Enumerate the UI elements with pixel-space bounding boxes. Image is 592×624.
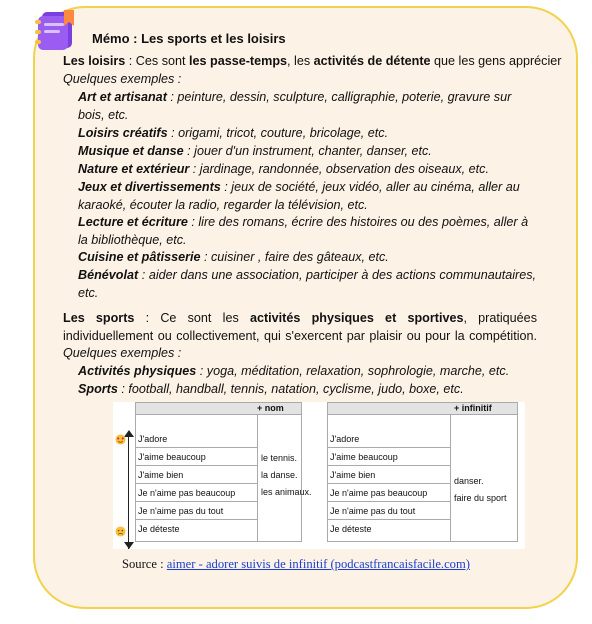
notebook-icon xyxy=(34,8,78,54)
sports-label: Les sports xyxy=(63,311,135,325)
verbs-table xyxy=(113,402,525,549)
item-term: Activités physiques xyxy=(78,364,197,378)
loisirs-item xyxy=(78,89,536,124)
nom-cell: les animaux. xyxy=(261,487,312,497)
arrow-up-icon xyxy=(124,430,134,437)
header-infinitif: + infinitif xyxy=(454,403,492,413)
item-term: Sports xyxy=(78,382,118,396)
item-term: Loisirs créatifs xyxy=(78,126,168,140)
loisirs-item xyxy=(78,179,536,214)
item-text: : origami, tricot, couture, bricolage, etc. xyxy=(167,126,389,140)
loisirs-label: Les loisirs xyxy=(63,54,126,68)
table-row: J'adore xyxy=(327,430,451,448)
loisirs-intro-e: que les gens apprécier xyxy=(430,54,562,68)
item-text: : aider dans une association, participer à des actions communautaires, etc. xyxy=(78,268,536,300)
arrow-down-icon xyxy=(124,542,134,549)
table-row: Je déteste xyxy=(330,524,372,534)
loisirs-intro-d: activités de détente xyxy=(313,54,431,68)
table-row: Je déteste xyxy=(138,524,180,534)
table-row: Je n'aime pas beaucoup xyxy=(135,484,258,502)
loisirs-item xyxy=(78,249,536,267)
source-line xyxy=(122,557,470,572)
heart-eyes-emoji-icon xyxy=(115,434,126,445)
source-link[interactable]: aimer - adorer suivis de infinitif (podcastfrancaisfacile.com) xyxy=(166,557,470,571)
table-row: J'aime bien xyxy=(135,466,258,484)
loisirs-examples: Quelques exemples : xyxy=(63,72,182,86)
table-row: Je n'aime pas du tout xyxy=(135,502,258,520)
item-term: Jeux et divertissements xyxy=(78,180,221,194)
item-text: : yoga, méditation, relaxation, sophrologie, marche, etc. xyxy=(196,364,510,378)
item-term: Musique et danse xyxy=(78,144,184,158)
loisirs-intro-b: les passe-temps xyxy=(189,54,288,68)
header-nom: + nom xyxy=(257,403,284,413)
nom-cell: la danse. xyxy=(261,470,298,480)
loisirs-intro-c: , les xyxy=(287,54,314,68)
item-term: Art et artisanat xyxy=(78,90,167,104)
sad-emoji-icon xyxy=(115,526,126,537)
loisirs-item xyxy=(78,267,536,302)
table-row: J'aime beaucoup xyxy=(327,448,451,466)
loisirs-item xyxy=(78,161,536,179)
sports-item xyxy=(78,363,536,381)
item-term: Lecture et écriture xyxy=(78,215,188,229)
loisirs-item xyxy=(78,214,536,249)
item-text: : football, handball, tennis, natation, cyclisme, judo, boxe, etc. xyxy=(117,382,464,396)
item-term: Cuisine et pâtisserie xyxy=(78,250,201,264)
loisirs-item xyxy=(78,143,536,161)
item-term: Bénévolat xyxy=(78,268,139,282)
table-row: J'aime bien xyxy=(327,466,451,484)
item-text: : jardinage, randonnée, observation des oiseaux, etc. xyxy=(189,162,489,176)
table-row: J'aime beaucoup xyxy=(135,448,258,466)
scale-arrow xyxy=(128,434,129,549)
sports-intro xyxy=(63,310,537,363)
nom-cell: le tennis. xyxy=(261,453,298,463)
sports-intro-c: , pratiquées individuellement ou collectivement, qui s'exercent par plaisir ou pour la compétition. xyxy=(63,311,537,343)
item-text: : jeux de société, jeux vidéo, aller au cinéma, aller au karaoké, écouter la radio, regarder la télévision, etc. xyxy=(78,180,520,212)
item-text: : peinture, dessin, sculpture, calligraphie, poterie, gravure sur bois, etc. xyxy=(78,90,512,122)
table-row: Je n'aime pas du tout xyxy=(327,502,451,520)
sports-intro-a: : Ce sont les xyxy=(134,311,250,325)
item-text: : lire des romans, écrire des histoires ou des poèmes, aller à la bibliothèque, etc. xyxy=(78,215,529,247)
sports-intro-b: activités physiques et sportives xyxy=(249,311,464,325)
sports-item xyxy=(78,381,536,399)
memo-title: Mémo : Les sports et les loisirs xyxy=(92,31,286,46)
loisirs-item xyxy=(78,125,536,143)
item-text: : jouer d'un instrument, chanter, danser, etc. xyxy=(183,144,432,158)
item-term: Nature et extérieur xyxy=(78,162,190,176)
table-row: J'adore xyxy=(135,430,258,448)
infinitif-cell: faire du sport xyxy=(454,493,507,503)
table-row: Je n'aime pas beaucoup xyxy=(327,484,451,502)
source-prefix: Source : xyxy=(122,557,167,571)
loisirs-intro-a: : Ces sont xyxy=(125,54,190,68)
loisirs-intro xyxy=(63,53,562,70)
sports-examples: Quelques exemples : xyxy=(63,346,182,361)
infinitif-cell: danser. xyxy=(454,476,484,486)
item-text: : cuisiner , faire des gâteaux, etc. xyxy=(200,250,389,264)
